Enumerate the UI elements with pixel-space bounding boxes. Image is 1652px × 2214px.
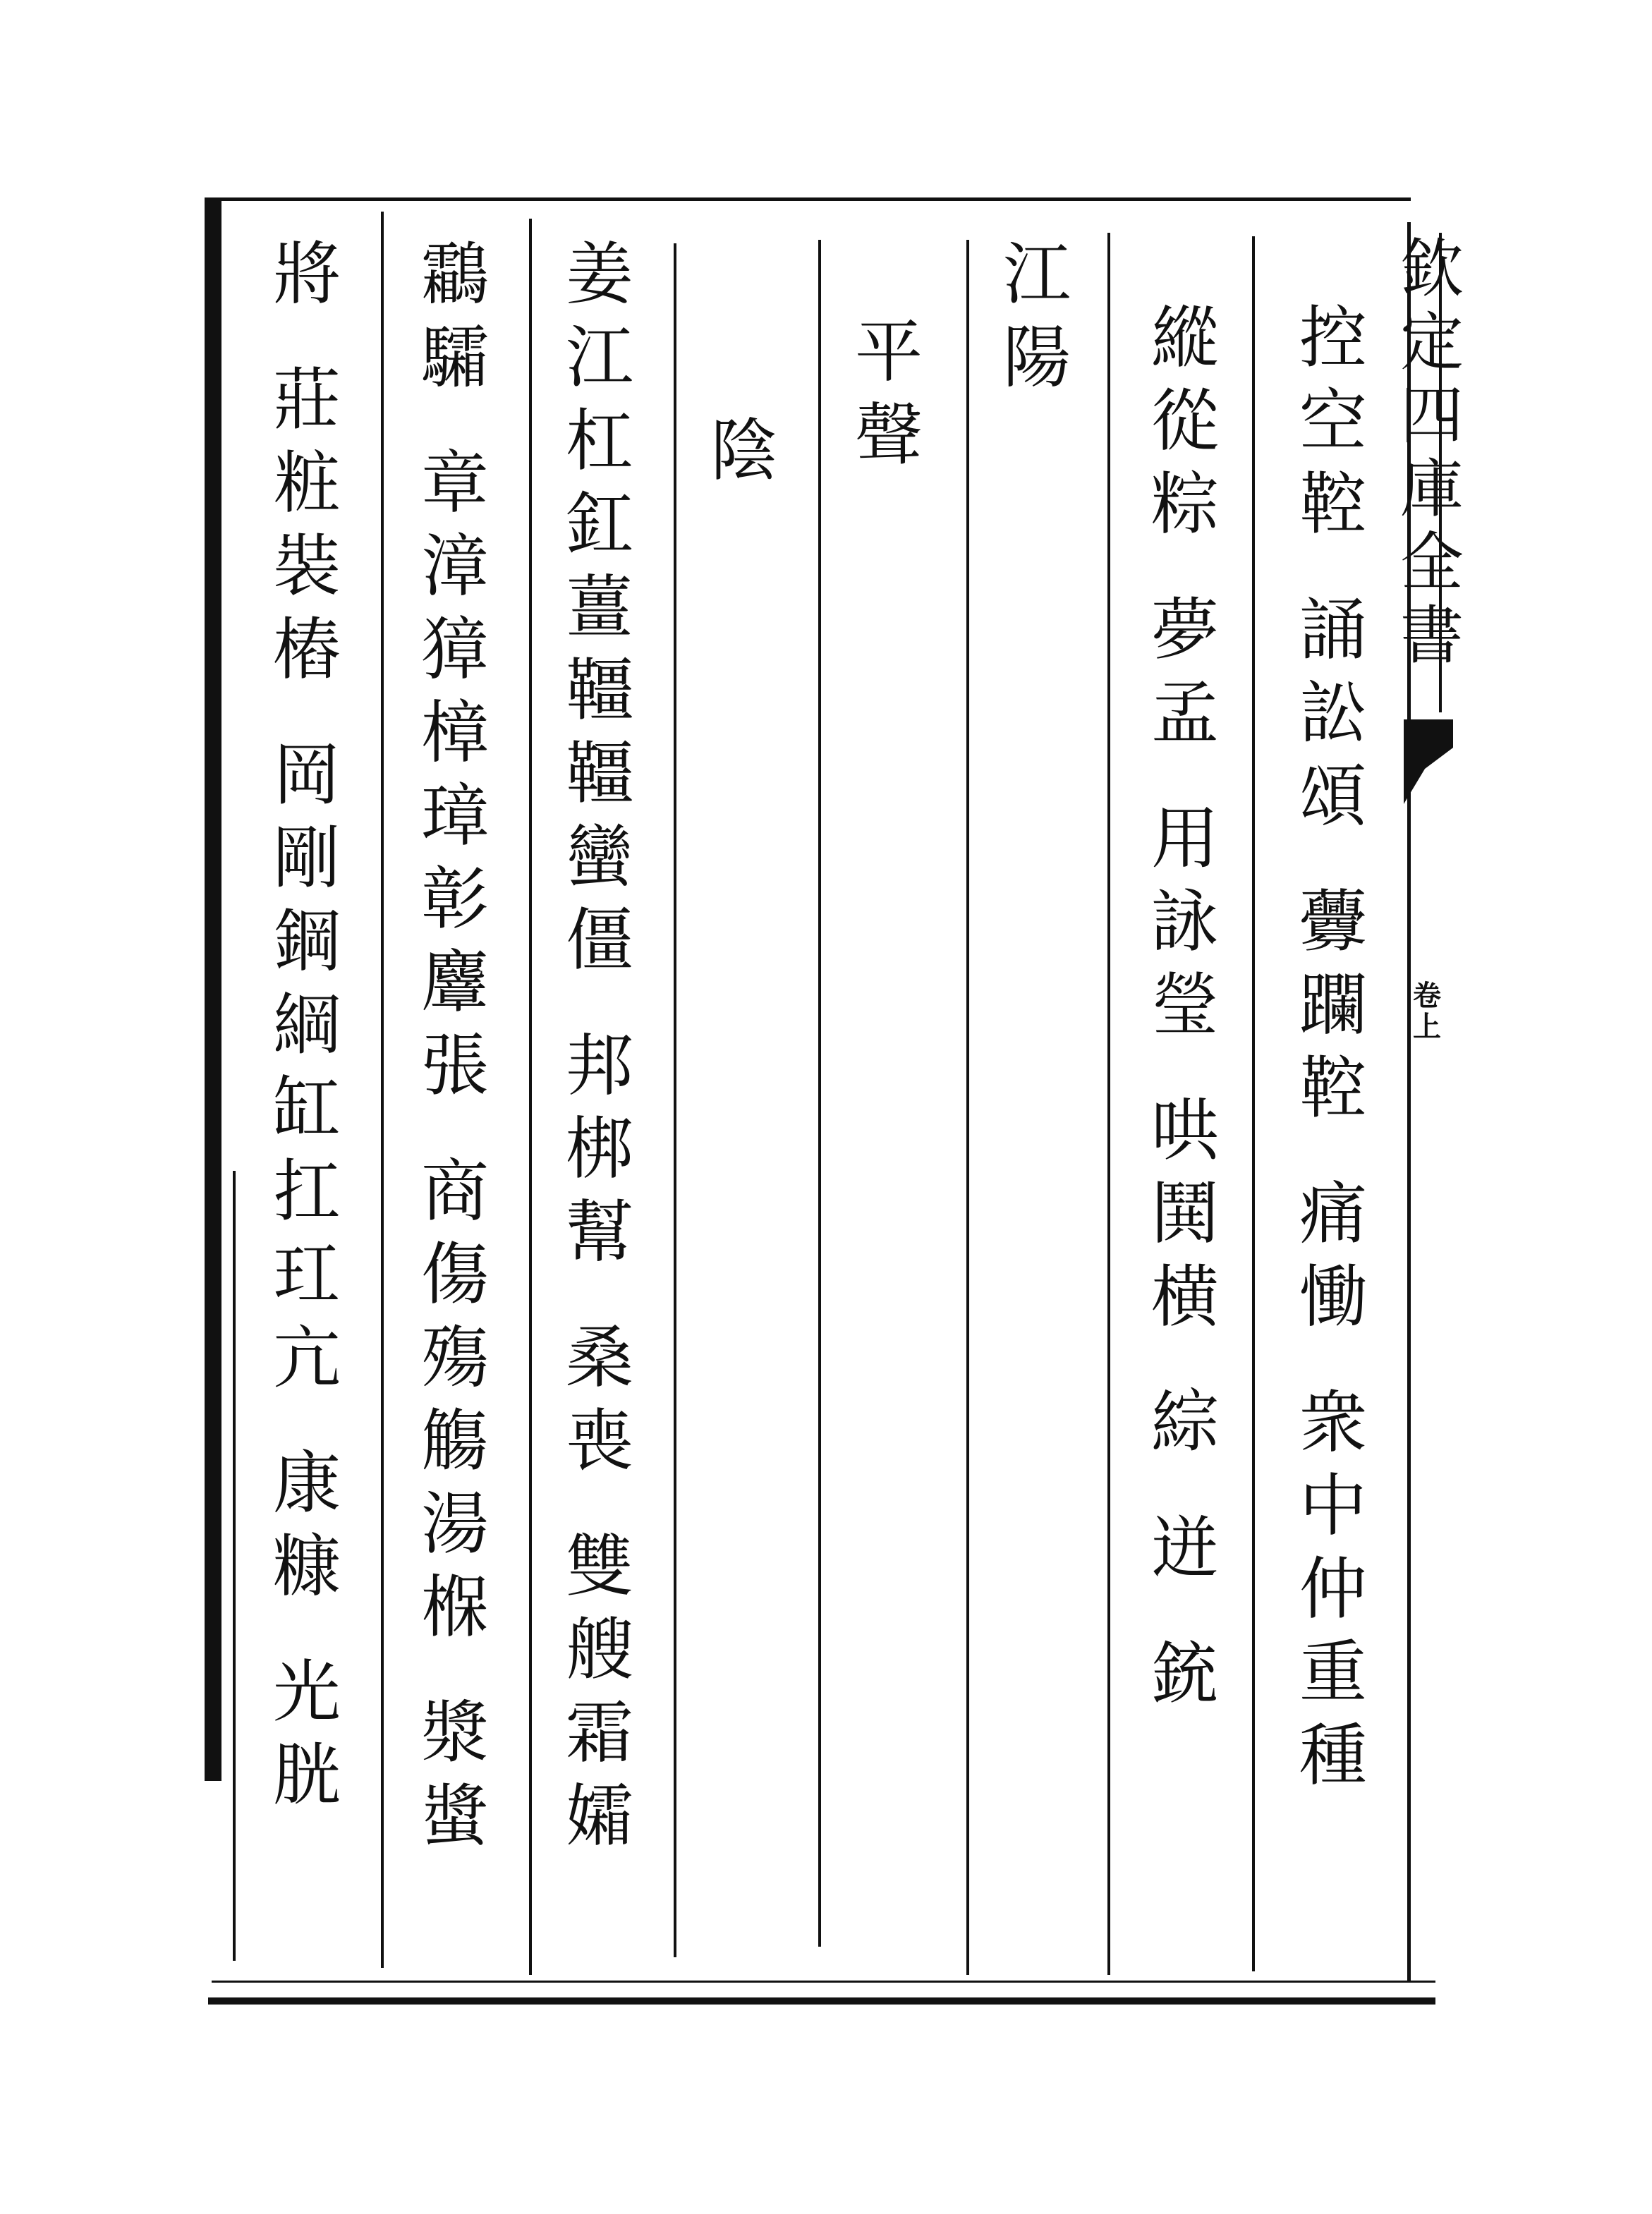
char: 梆 (566, 1109, 633, 1188)
title-char: 書 (1400, 599, 1464, 673)
char: 粽 (1151, 465, 1219, 544)
tone-heading (825, 310, 952, 477)
char: 仲 (1299, 1550, 1367, 1629)
char: 哄 (1151, 1091, 1219, 1170)
char: 杠 (566, 401, 633, 480)
char: 僵 (566, 901, 633, 980)
char: 蠻 (566, 817, 633, 896)
juan-label (1409, 980, 1445, 1042)
char: 湯 (421, 1485, 489, 1564)
char: 綜 (1151, 1383, 1219, 1462)
heading-char: 陰 (710, 411, 778, 490)
top-border-rule (205, 197, 1411, 201)
char: 鸘 (421, 235, 489, 314)
char: 鬨 (1151, 1174, 1219, 1253)
char: 韁 (566, 651, 633, 730)
char: 誦 (1299, 590, 1367, 669)
char: 喪 (566, 1401, 633, 1480)
char: 亢 (273, 1318, 341, 1397)
char: 痛 (1299, 1174, 1367, 1253)
bottom-border-rule (208, 1997, 1435, 2005)
yin-heading (681, 409, 808, 492)
char: 鞚 (1299, 1049, 1367, 1128)
heading-char: 聲 (855, 396, 923, 475)
char: 虋 (1299, 882, 1367, 961)
fish-tail-mark (1404, 719, 1453, 804)
char: 空 (1299, 382, 1367, 461)
char: 張 (421, 1026, 489, 1105)
char: 漿 (421, 1693, 489, 1772)
text-column-6 (536, 233, 663, 1858)
char: 邦 (566, 1026, 633, 1105)
char: 傷 (421, 1235, 489, 1314)
char: 岡 (273, 736, 341, 815)
bottom-inner-rule (212, 1981, 1435, 1983)
char: 樟 (421, 693, 489, 772)
char: 剛 (273, 819, 341, 898)
column-divider (529, 219, 532, 1975)
column-divider (674, 243, 676, 1957)
char: 艘 (566, 1610, 633, 1689)
char: 糠 (273, 1527, 341, 1606)
char: 頌 (1299, 757, 1367, 836)
juan-char: 卷 (1413, 979, 1441, 1012)
char: 慟 (1299, 1258, 1367, 1337)
char: 薑 (566, 568, 633, 647)
char: 鋼 (273, 902, 341, 981)
text-column-7 (391, 233, 518, 1858)
char: 幫 (566, 1193, 633, 1272)
char: 樁 (273, 610, 341, 689)
column-divider (1107, 233, 1110, 1975)
char: 霜 (566, 1693, 633, 1772)
column-divider (381, 212, 384, 1968)
juan-char: 上 (1413, 1010, 1441, 1043)
char: 姜 (566, 235, 633, 314)
char: 韁 (566, 734, 633, 813)
char: 孀 (566, 1777, 633, 1856)
char: 鞚 (1299, 465, 1367, 544)
char: 躝 (1299, 966, 1367, 1045)
char: 從 (1151, 382, 1219, 461)
char: 獐 (421, 610, 489, 689)
text-column-1 (1270, 296, 1397, 1797)
char: 裝 (273, 527, 341, 606)
title-char: 全 (1400, 525, 1464, 600)
title-char: 欽 (1400, 232, 1464, 306)
char: 横 (1151, 1258, 1219, 1337)
char: 莊 (273, 360, 341, 439)
column-divider (966, 240, 969, 1975)
column-divider (233, 1171, 236, 1961)
char: 扛 (273, 1152, 341, 1231)
char: 缸 (273, 1069, 341, 1148)
char: 殤 (421, 1318, 489, 1397)
char: 夢 (1151, 590, 1219, 669)
char: 璋 (421, 777, 489, 856)
char: 衆 (1299, 1383, 1367, 1462)
char: 光 (273, 1653, 341, 1732)
book-title (1400, 232, 1464, 673)
char: 章 (421, 444, 489, 523)
char: 用 (1151, 799, 1219, 878)
char: 胱 (273, 1736, 341, 1815)
char: 訟 (1299, 674, 1367, 753)
char: 將 (273, 235, 341, 314)
column-divider (1252, 236, 1255, 1971)
title-char: 庫 (1400, 452, 1464, 526)
char: 椺 (421, 1568, 489, 1647)
char: 玒 (273, 1235, 341, 1314)
text-column-8 (243, 233, 370, 1817)
heading-char: 平 (855, 312, 923, 391)
char: 中 (1299, 1466, 1367, 1545)
char: 雙 (566, 1527, 633, 1606)
title-char: 定 (1400, 305, 1464, 379)
char: 種 (1299, 1716, 1367, 1795)
char: 粧 (273, 444, 341, 523)
text-column-2 (1122, 296, 1249, 1715)
char: 彰 (421, 860, 489, 939)
char: 江 (566, 318, 633, 397)
title-char: 四 (1400, 379, 1464, 453)
char: 瑩 (1151, 966, 1219, 1045)
char: 麞 (421, 943, 489, 1022)
char: 螿 (421, 1777, 489, 1856)
char: 觴 (421, 1401, 489, 1480)
char: 迸 (1151, 1509, 1219, 1588)
char: 控 (1299, 298, 1367, 377)
heading-char: 陽 (1003, 318, 1071, 397)
char: 銃 (1151, 1634, 1219, 1713)
char: 詠 (1151, 882, 1219, 961)
char: 桑 (566, 1318, 633, 1397)
char: 縱 (1151, 298, 1219, 377)
heading-char: 江 (1003, 235, 1071, 314)
char: 釭 (566, 485, 633, 564)
column-divider (818, 240, 821, 1947)
char: 綱 (273, 985, 341, 1064)
left-thick-border (205, 197, 221, 1781)
char: 重 (1299, 1633, 1367, 1712)
char: 康 (273, 1444, 341, 1523)
char: 驦 (421, 318, 489, 397)
char: 漳 (421, 527, 489, 606)
rhyme-heading (973, 233, 1100, 399)
char: 孟 (1151, 674, 1219, 753)
char: 商 (421, 1152, 489, 1231)
